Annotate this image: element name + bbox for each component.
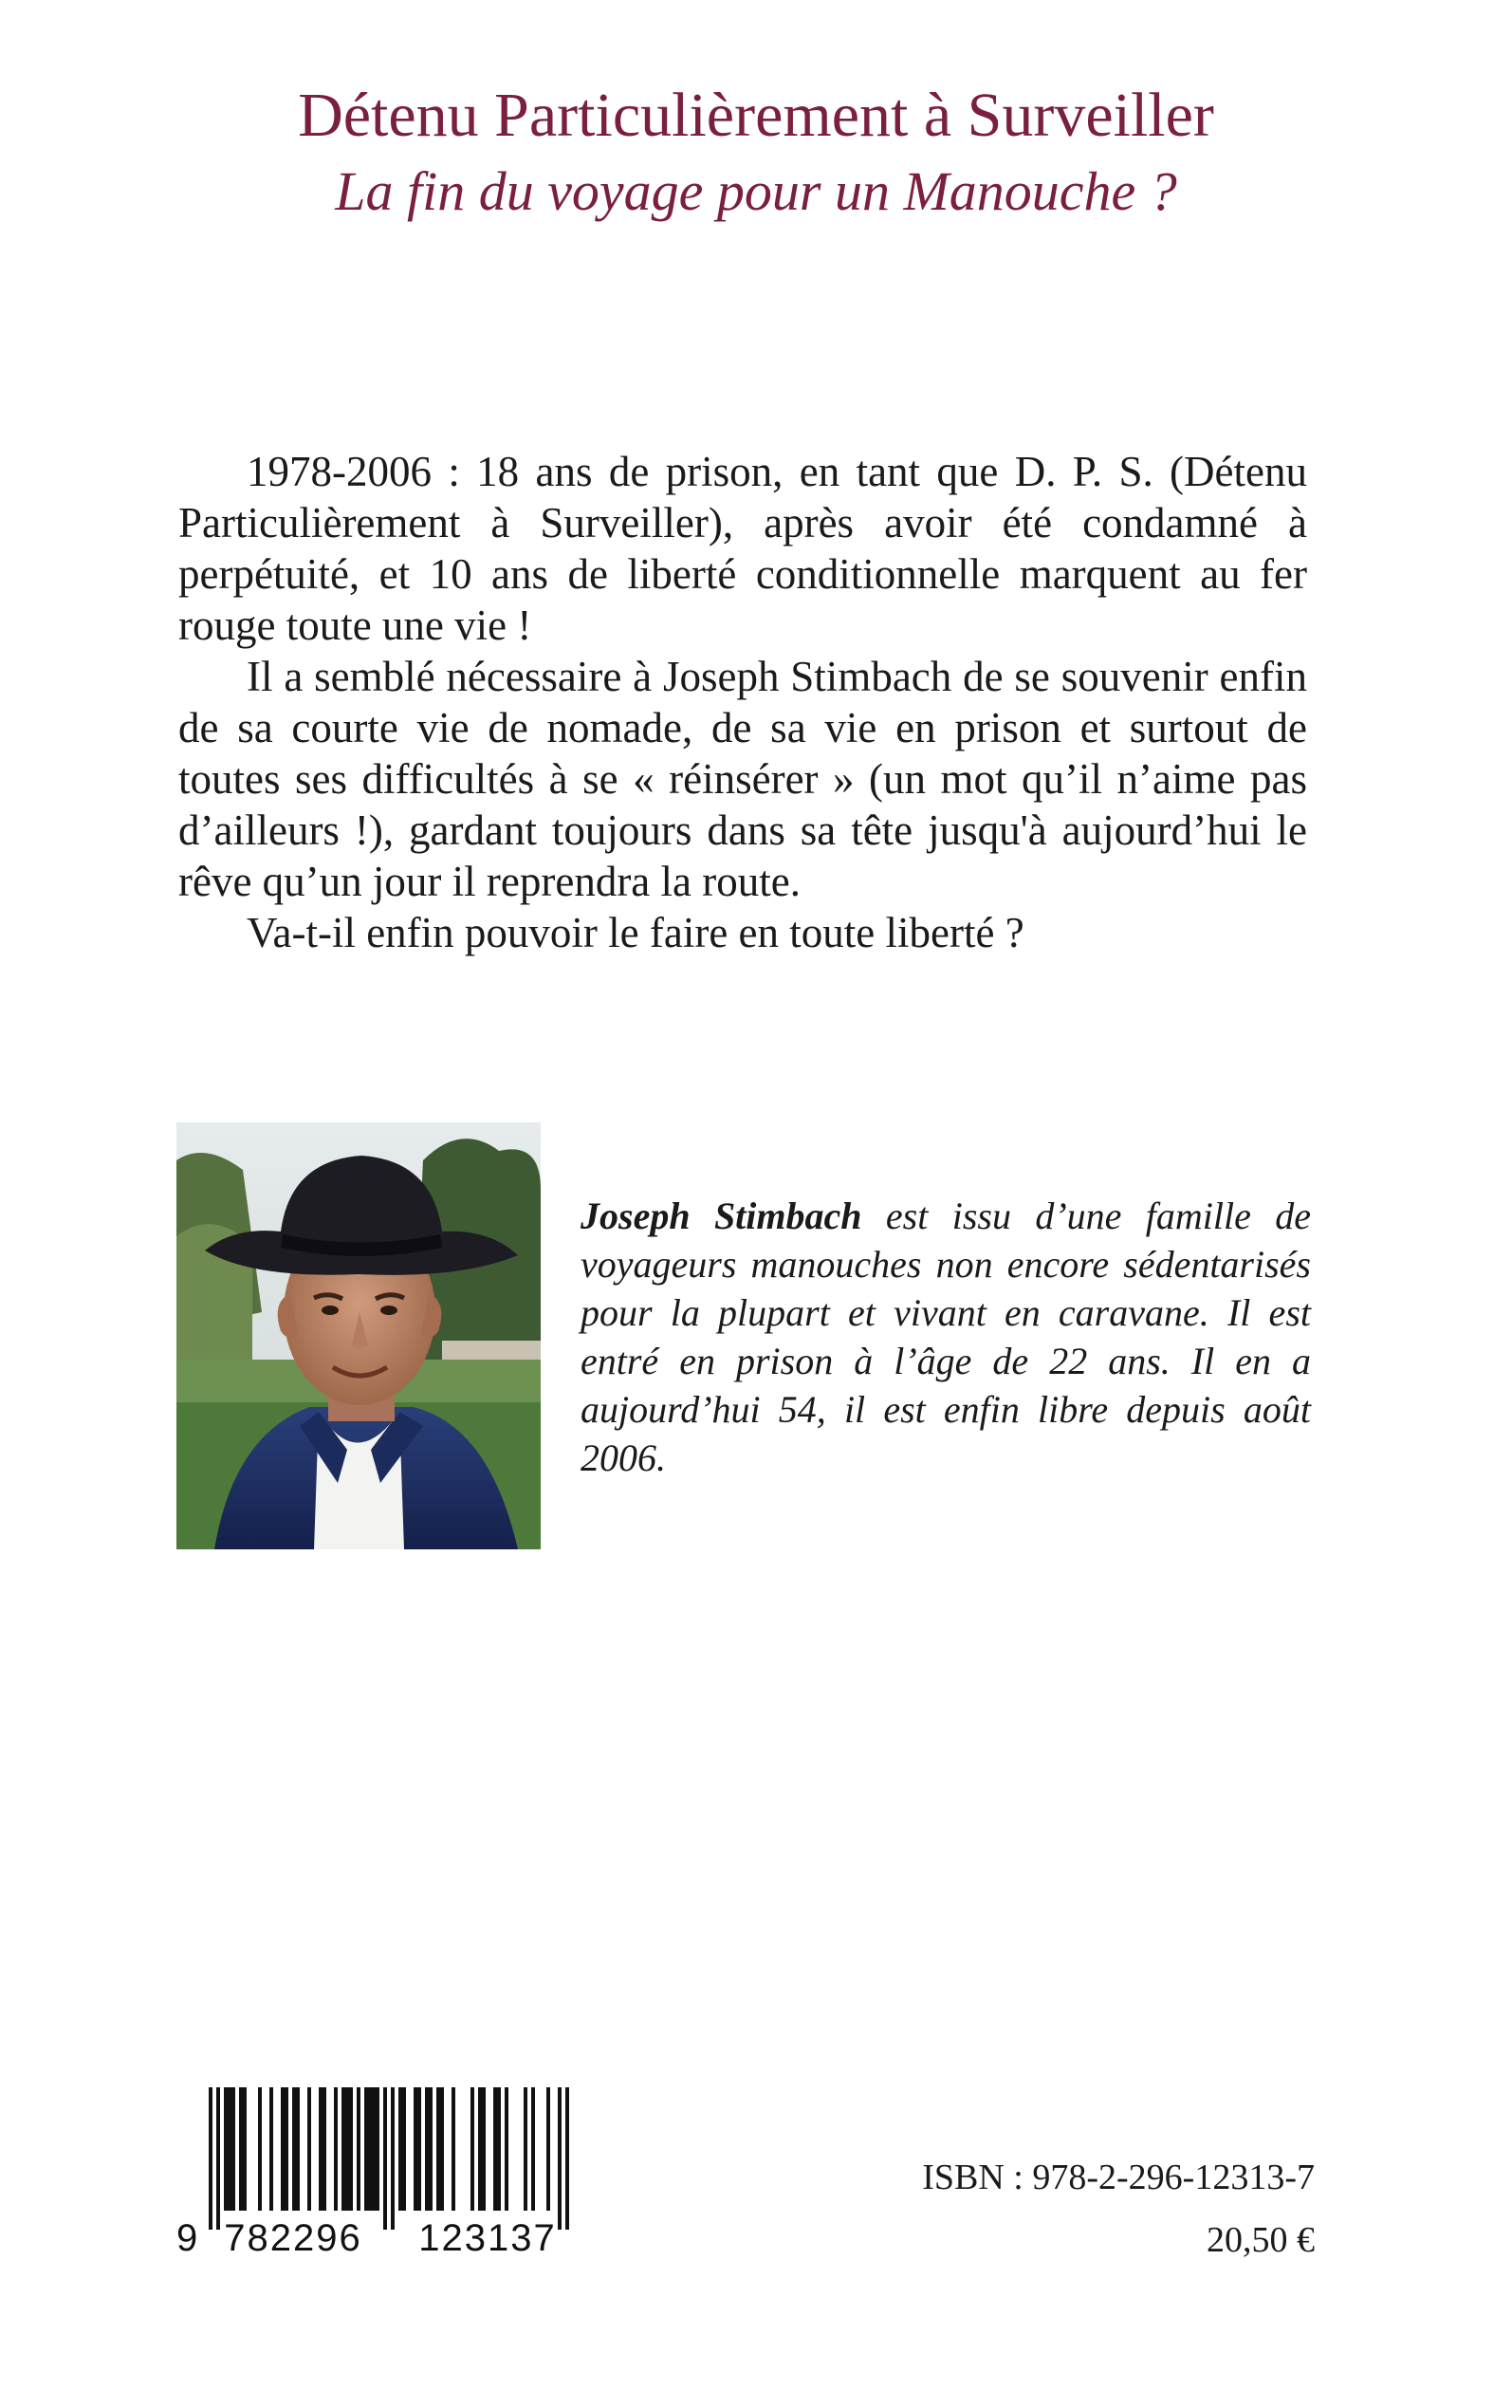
barcode-bar xyxy=(323,2087,326,2211)
barcode-bar xyxy=(357,2087,360,2211)
barcode-bar xyxy=(383,2087,387,2230)
barcode-bar xyxy=(243,2087,247,2211)
barcode-bar xyxy=(505,2087,508,2211)
barcode-bar xyxy=(440,2087,444,2211)
book-title: Détenu Particulièrement à Surveiller xyxy=(298,81,1214,150)
barcode-bar xyxy=(231,2087,235,2211)
barcode-bar xyxy=(334,2087,338,2211)
barcode-bars xyxy=(209,2087,569,2230)
barcode-bar xyxy=(524,2087,527,2211)
barcode-bar xyxy=(281,2087,285,2211)
barcode-bar xyxy=(364,2087,368,2211)
barcode-bar xyxy=(345,2087,349,2211)
barcode-bar xyxy=(292,2087,296,2211)
book-subtitle: La fin du voyage pour un Manouche ? xyxy=(335,160,1177,222)
barcode-bar xyxy=(482,2087,486,2211)
author-portrait-illustration xyxy=(176,1122,541,1549)
barcode-bar xyxy=(258,2087,262,2211)
barcode-bar xyxy=(429,2087,433,2211)
barcode-bar xyxy=(239,2087,243,2211)
barcode-bar xyxy=(341,2087,345,2211)
barcode-bar xyxy=(296,2087,300,2211)
barcode-bar xyxy=(470,2087,474,2211)
author-photo xyxy=(176,1122,541,1549)
barcode-bar xyxy=(565,2087,569,2230)
barcode-first-digit: 9 xyxy=(176,2217,198,2258)
barcode-bar xyxy=(368,2087,372,2211)
summary-paragraph: Va-t-il enfin pouvoir le faire en toute liberté ? xyxy=(247,909,1024,956)
barcode-bar xyxy=(285,2087,288,2211)
barcode-bar xyxy=(493,2087,497,2211)
barcode-bar xyxy=(414,2087,417,2211)
barcode-bar xyxy=(425,2087,429,2211)
author-bio xyxy=(581,1192,1311,1482)
author-bio-text: est issu d’une famille de voyageurs manouches non encore sédentarisés pour la plupart et vivant en caravane. Il est entré en prison à l’âge de 22 ans. Il en a aujourd’hui 54, il est enfin libre depuis août 2006. xyxy=(581,1195,1311,1479)
barcode-bar xyxy=(478,2087,482,2211)
barcode-graphic xyxy=(175,2087,611,2258)
barcode-bar xyxy=(558,2087,562,2230)
barcode-bar xyxy=(216,2087,220,2230)
barcode-bar xyxy=(452,2087,455,2211)
barcode-bar xyxy=(402,2087,406,2211)
barcode-bar xyxy=(391,2087,395,2230)
summary-paragraph: Il a semblé nécessaire à Joseph Stimbach de se souvenir enfin de sa courte vie de nomade, de sa vie en prison et surtout de toutes ses difficultés à se « réinsérer » (un mot qu’il n’aime pas d’ailleurs !), gardant toujours dans sa tête jusqu'à aujourd’hui le rêve qu’un jour il reprendra la route. xyxy=(178,653,1307,905)
barcode-bar xyxy=(398,2087,402,2211)
barcode-bar xyxy=(269,2087,273,2211)
barcode-bar xyxy=(319,2087,323,2211)
price: 20,50 € xyxy=(1207,2220,1315,2260)
barcode-bar xyxy=(417,2087,421,2211)
barcode-bar xyxy=(307,2087,311,2211)
summary-paragraph: 1978-2006 : 18 ans de prison, en tant que D. P. S. (Détenu Particulièrement à Surveiller), après avoir été condamné à perpétuité, et 10 ans de liberté conditionnelle marquent au fer rouge toute une vie ! xyxy=(178,448,1307,649)
barcode-left-digits: 782296 xyxy=(224,2217,362,2258)
barcode-bar xyxy=(228,2087,231,2211)
barcode-bar xyxy=(224,2087,228,2211)
barcode-bar xyxy=(372,2087,376,2211)
barcode-right-digits: 123137 xyxy=(418,2217,557,2258)
isbn-barcode xyxy=(175,2087,611,2258)
barcode-bar xyxy=(546,2087,550,2211)
barcode-bar xyxy=(349,2087,353,2211)
author-name: Joseph Stimbach xyxy=(581,1195,862,1237)
summary-text xyxy=(178,446,1307,958)
barcode-bar xyxy=(436,2087,440,2211)
barcode-bar xyxy=(209,2087,212,2230)
isbn-number: ISBN : 978-2-296-12313-7 xyxy=(922,2158,1315,2197)
barcode-bar xyxy=(497,2087,501,2211)
barcode-bar xyxy=(376,2087,379,2211)
barcode-bar xyxy=(531,2087,535,2211)
